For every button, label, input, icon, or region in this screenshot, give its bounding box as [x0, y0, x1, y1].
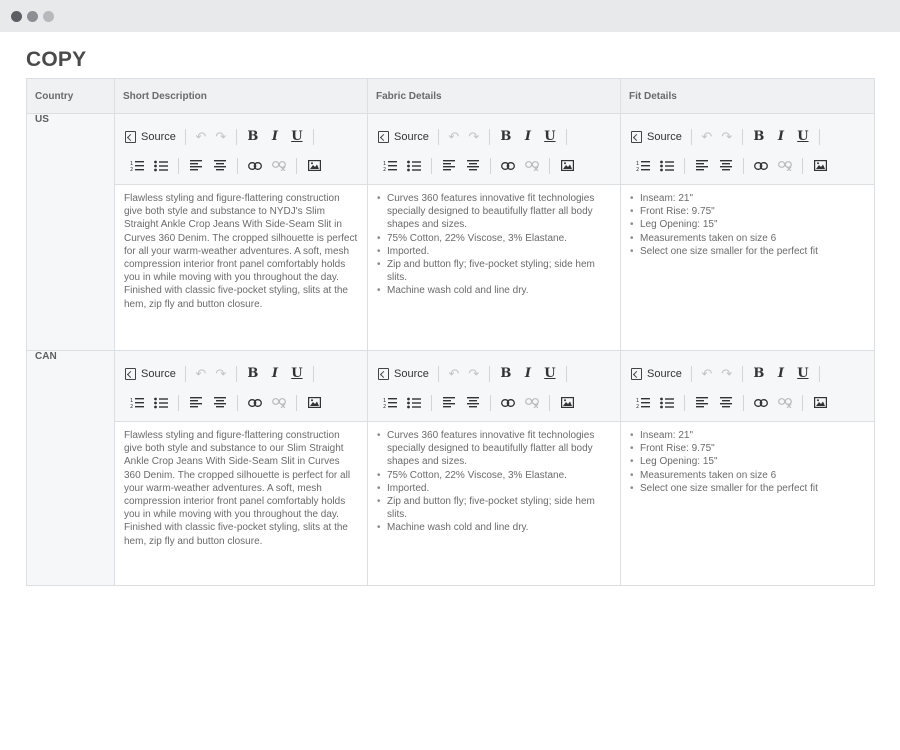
toolbar-separator	[185, 129, 186, 145]
svg-text:1: 1	[636, 397, 640, 404]
toolbar-separator	[236, 366, 237, 382]
source-button[interactable]	[631, 126, 686, 148]
list-item: • Imported.	[377, 482, 612, 495]
unlink-icon[interactable]	[267, 392, 291, 414]
toolbar-separator	[743, 158, 744, 174]
numbered-list-icon[interactable]	[378, 392, 402, 414]
image-icon[interactable]	[808, 392, 832, 414]
image-icon[interactable]	[302, 155, 326, 177]
italic-button[interactable]: I	[271, 129, 278, 144]
toolbar-separator	[742, 366, 743, 382]
svg-text:2: 2	[636, 166, 640, 172]
underline-button[interactable]: U	[544, 366, 556, 381]
header-fabric-details: Fabric Details	[368, 79, 621, 114]
source-button[interactable]	[125, 126, 180, 148]
link-icon[interactable]	[243, 392, 267, 414]
svg-text:1: 1	[383, 397, 387, 404]
toolbar-separator	[438, 366, 439, 382]
list-item: • Imported.	[377, 245, 612, 258]
svg-text:1: 1	[383, 160, 387, 167]
fit-details-editor	[621, 351, 875, 586]
underline-button[interactable]: U	[544, 129, 556, 144]
numbered-list-icon[interactable]	[378, 155, 402, 177]
source-label: Source	[394, 130, 429, 143]
svg-text:2: 2	[636, 403, 640, 409]
window-close-control[interactable]	[11, 11, 22, 22]
toolbar-separator	[684, 158, 685, 174]
italic-button[interactable]: I	[271, 366, 278, 381]
unlink-icon[interactable]	[267, 155, 291, 177]
list-item: • Machine wash cold and line dry.	[377, 284, 612, 297]
svg-text:1: 1	[130, 397, 134, 404]
page-title: COPY	[26, 48, 87, 71]
italic-button[interactable]: I	[777, 366, 784, 381]
undo-icon[interactable]: ↶	[701, 128, 713, 144]
list-item: • Select one size smaller for the perfect fit	[630, 482, 866, 495]
bold-button[interactable]: B	[500, 366, 512, 381]
source-label: Source	[647, 367, 682, 380]
bold-button[interactable]: B	[247, 366, 259, 381]
editor-content-area[interactable]	[621, 185, 874, 350]
editor-toolbar	[621, 114, 874, 185]
source-icon	[631, 368, 642, 380]
toolbar-separator	[185, 366, 186, 382]
align-left-icon[interactable]	[437, 392, 461, 414]
redo-icon[interactable]: ↷	[215, 128, 227, 144]
bulleted-list-icon[interactable]	[402, 392, 426, 414]
align-left-icon[interactable]	[184, 155, 208, 177]
toolbar-separator	[566, 366, 567, 382]
window-titlebar	[0, 0, 900, 32]
list-item: • Front Rise: 9.75"	[630, 442, 866, 455]
list-item: • Leg Opening: 15"	[630, 455, 866, 468]
source-icon	[125, 368, 136, 380]
toolbar-separator	[549, 395, 550, 411]
image-icon[interactable]	[555, 155, 579, 177]
toolbar-separator	[489, 129, 490, 145]
bulleted-list-icon[interactable]	[655, 155, 679, 177]
editor-content-area[interactable]	[368, 185, 620, 350]
redo-icon[interactable]: ↷	[721, 128, 733, 144]
editor-toolbar	[621, 351, 874, 422]
align-center-icon[interactable]	[714, 392, 738, 414]
bullet-list	[630, 192, 866, 258]
short-description-editor	[115, 351, 368, 586]
align-left-icon[interactable]	[437, 155, 461, 177]
italic-button[interactable]: I	[524, 129, 531, 144]
toolbar-separator	[691, 129, 692, 145]
image-icon[interactable]	[302, 392, 326, 414]
bullet-list	[377, 192, 612, 298]
undo-icon[interactable]: ↶	[448, 365, 460, 381]
header-short-description: Short Description	[115, 79, 368, 114]
editor-content-area[interactable]	[621, 422, 874, 585]
list-item: • Leg Opening: 15"	[630, 218, 866, 231]
align-center-icon[interactable]	[208, 155, 232, 177]
bulleted-list-icon[interactable]	[655, 392, 679, 414]
toolbar-separator	[313, 366, 314, 382]
list-item: • Curves 360 features innovative fit technologies specially designed to beautifully flatter all body shapes and sizes.	[377, 192, 612, 232]
link-icon[interactable]	[749, 392, 773, 414]
source-icon	[378, 368, 389, 380]
undo-icon[interactable]: ↶	[195, 365, 207, 381]
numbered-list-icon[interactable]	[125, 155, 149, 177]
toolbar-separator	[296, 158, 297, 174]
align-center-icon[interactable]	[208, 392, 232, 414]
unlink-icon[interactable]	[773, 392, 797, 414]
toolbar-separator	[490, 395, 491, 411]
toolbar-separator	[178, 395, 179, 411]
undo-icon[interactable]: ↶	[195, 128, 207, 144]
bulleted-list-icon[interactable]	[402, 155, 426, 177]
source-icon	[125, 131, 136, 143]
underline-button[interactable]: U	[797, 366, 809, 381]
toolbar-separator	[237, 158, 238, 174]
svg-text:2: 2	[130, 166, 134, 172]
list-item: • Select one size smaller for the perfect fit	[630, 245, 866, 258]
toolbar-separator	[236, 129, 237, 145]
toolbar-separator	[490, 158, 491, 174]
country-cell: CAN	[27, 351, 115, 586]
list-item: • Inseam: 21"	[630, 429, 866, 442]
svg-text:1: 1	[636, 160, 640, 167]
toolbar-separator	[237, 395, 238, 411]
italic-button[interactable]: I	[524, 366, 531, 381]
undo-icon[interactable]: ↶	[701, 365, 713, 381]
description-text: Flawless styling and figure-flattering construction give both style and substance to our Slim Straight Ankle Crop Jeans With Side-Seam Slit in Curves 360 Denim. The cropped silhouette is perfect for all your warm-weather adventures. A soft, mesh compression interior front panel comfortably holds you in while moving with you throughout the day. Finished with classic five-pocket styling, slits at the hem, zip fly and button closure.	[124, 430, 351, 547]
list-item: • 75% Cotton, 22% Viscose, 3% Elastane.	[377, 232, 612, 245]
redo-icon[interactable]: ↷	[721, 365, 733, 381]
toolbar-separator	[802, 158, 803, 174]
link-icon[interactable]	[749, 155, 773, 177]
toolbar-separator	[802, 395, 803, 411]
country-cell: US	[27, 114, 115, 351]
fabric-details-editor	[368, 114, 621, 351]
list-item: • Measurements taken on size 6	[630, 469, 866, 482]
table-row	[27, 351, 875, 586]
align-center-icon[interactable]	[714, 155, 738, 177]
editor-content-area[interactable]	[115, 185, 367, 350]
editor-content-area[interactable]	[368, 422, 620, 585]
list-item: • Zip and button fly; five-pocket styling; side hem slits.	[377, 495, 612, 521]
source-label: Source	[141, 367, 176, 380]
bullet-list	[377, 429, 612, 535]
bullet-list	[630, 429, 866, 495]
fabric-details-editor	[368, 351, 621, 586]
toolbar-separator	[296, 395, 297, 411]
list-item: • Curves 360 features innovative fit technologies specially designed to beautifully flatter all body shapes and sizes.	[377, 429, 612, 469]
toolbar-separator	[691, 366, 692, 382]
toolbar-separator	[178, 158, 179, 174]
link-icon[interactable]	[496, 155, 520, 177]
unlink-icon[interactable]	[520, 155, 544, 177]
source-label: Source	[647, 130, 682, 143]
bold-button[interactable]: B	[753, 129, 765, 144]
list-item: • Measurements taken on size 6	[630, 232, 866, 245]
source-label: Source	[141, 130, 176, 143]
svg-text:2: 2	[383, 166, 387, 172]
image-icon[interactable]	[555, 392, 579, 414]
numbered-list-icon[interactable]	[631, 392, 655, 414]
bulleted-list-icon[interactable]	[149, 155, 173, 177]
source-button[interactable]	[125, 363, 180, 385]
toolbar-separator	[431, 395, 432, 411]
link-icon[interactable]	[496, 392, 520, 414]
list-item: • Machine wash cold and line dry.	[377, 521, 612, 534]
svg-text:2: 2	[383, 403, 387, 409]
table-row	[27, 114, 875, 351]
toolbar-separator	[742, 129, 743, 145]
underline-button[interactable]: U	[291, 366, 303, 381]
editor-toolbar	[368, 351, 620, 422]
image-icon[interactable]	[808, 155, 832, 177]
source-icon	[378, 131, 389, 143]
toolbar-separator	[489, 366, 490, 382]
svg-text:1: 1	[130, 160, 134, 167]
toolbar-separator	[438, 129, 439, 145]
list-item: • Inseam: 21"	[630, 192, 866, 205]
align-center-icon[interactable]	[461, 155, 485, 177]
description-text: Flawless styling and figure-flattering construction give both style and substance to NYDJ's Slim Straight Ankle Crop Jeans With Side-Seam Slit in Curves 360 Denim. The cropped silhouette is perfect for all your warm-weather adventures. A soft, mesh compression interior front panel comfortably holds you in while moving with you throughout the day. Finished with classic five-pocket styling, slits at the hem, zip fly and button closure.	[124, 193, 358, 310]
list-item: • Zip and button fly; five-pocket styling; side hem slits.	[377, 258, 612, 284]
source-button[interactable]	[378, 126, 433, 148]
bold-button[interactable]: B	[500, 129, 512, 144]
toolbar-separator	[431, 158, 432, 174]
align-left-icon[interactable]	[690, 392, 714, 414]
italic-button[interactable]: I	[777, 129, 784, 144]
window-maximize-control[interactable]	[43, 11, 54, 22]
header-fit-details: Fit Details	[621, 79, 875, 114]
toolbar-separator	[819, 366, 820, 382]
numbered-list-icon[interactable]	[125, 392, 149, 414]
source-label: Source	[394, 367, 429, 380]
unlink-icon[interactable]	[773, 155, 797, 177]
underline-button[interactable]: U	[291, 129, 303, 144]
numbered-list-icon[interactable]	[631, 155, 655, 177]
source-icon	[631, 131, 642, 143]
editor-toolbar	[115, 351, 367, 422]
underline-button[interactable]: U	[797, 129, 809, 144]
window-minimize-control[interactable]	[27, 11, 38, 22]
copy-table	[26, 78, 875, 586]
editor-toolbar	[368, 114, 620, 185]
svg-text:2: 2	[130, 403, 134, 409]
editor-content-area[interactable]	[115, 422, 367, 585]
toolbar-separator	[819, 129, 820, 145]
bold-button[interactable]: B	[753, 366, 765, 381]
toolbar-separator	[313, 129, 314, 145]
align-center-icon[interactable]	[461, 392, 485, 414]
redo-icon[interactable]: ↷	[468, 365, 480, 381]
redo-icon[interactable]: ↷	[468, 128, 480, 144]
align-left-icon[interactable]	[184, 392, 208, 414]
redo-icon[interactable]: ↷	[215, 365, 227, 381]
short-description-editor	[115, 114, 368, 351]
editor-toolbar	[115, 114, 367, 185]
table-header-row	[27, 79, 875, 114]
header-country: Country	[27, 79, 115, 114]
undo-icon[interactable]: ↶	[448, 128, 460, 144]
toolbar-separator	[743, 395, 744, 411]
source-button[interactable]	[378, 363, 433, 385]
link-icon[interactable]	[243, 155, 267, 177]
source-button[interactable]	[631, 363, 686, 385]
toolbar-separator	[684, 395, 685, 411]
list-item: • 75% Cotton, 22% Viscose, 3% Elastane.	[377, 469, 612, 482]
list-item: • Front Rise: 9.75"	[630, 205, 866, 218]
bulleted-list-icon[interactable]	[149, 392, 173, 414]
fit-details-editor	[621, 114, 875, 351]
toolbar-separator	[566, 129, 567, 145]
unlink-icon[interactable]	[520, 392, 544, 414]
align-left-icon[interactable]	[690, 155, 714, 177]
bold-button[interactable]: B	[247, 129, 259, 144]
toolbar-separator	[549, 158, 550, 174]
